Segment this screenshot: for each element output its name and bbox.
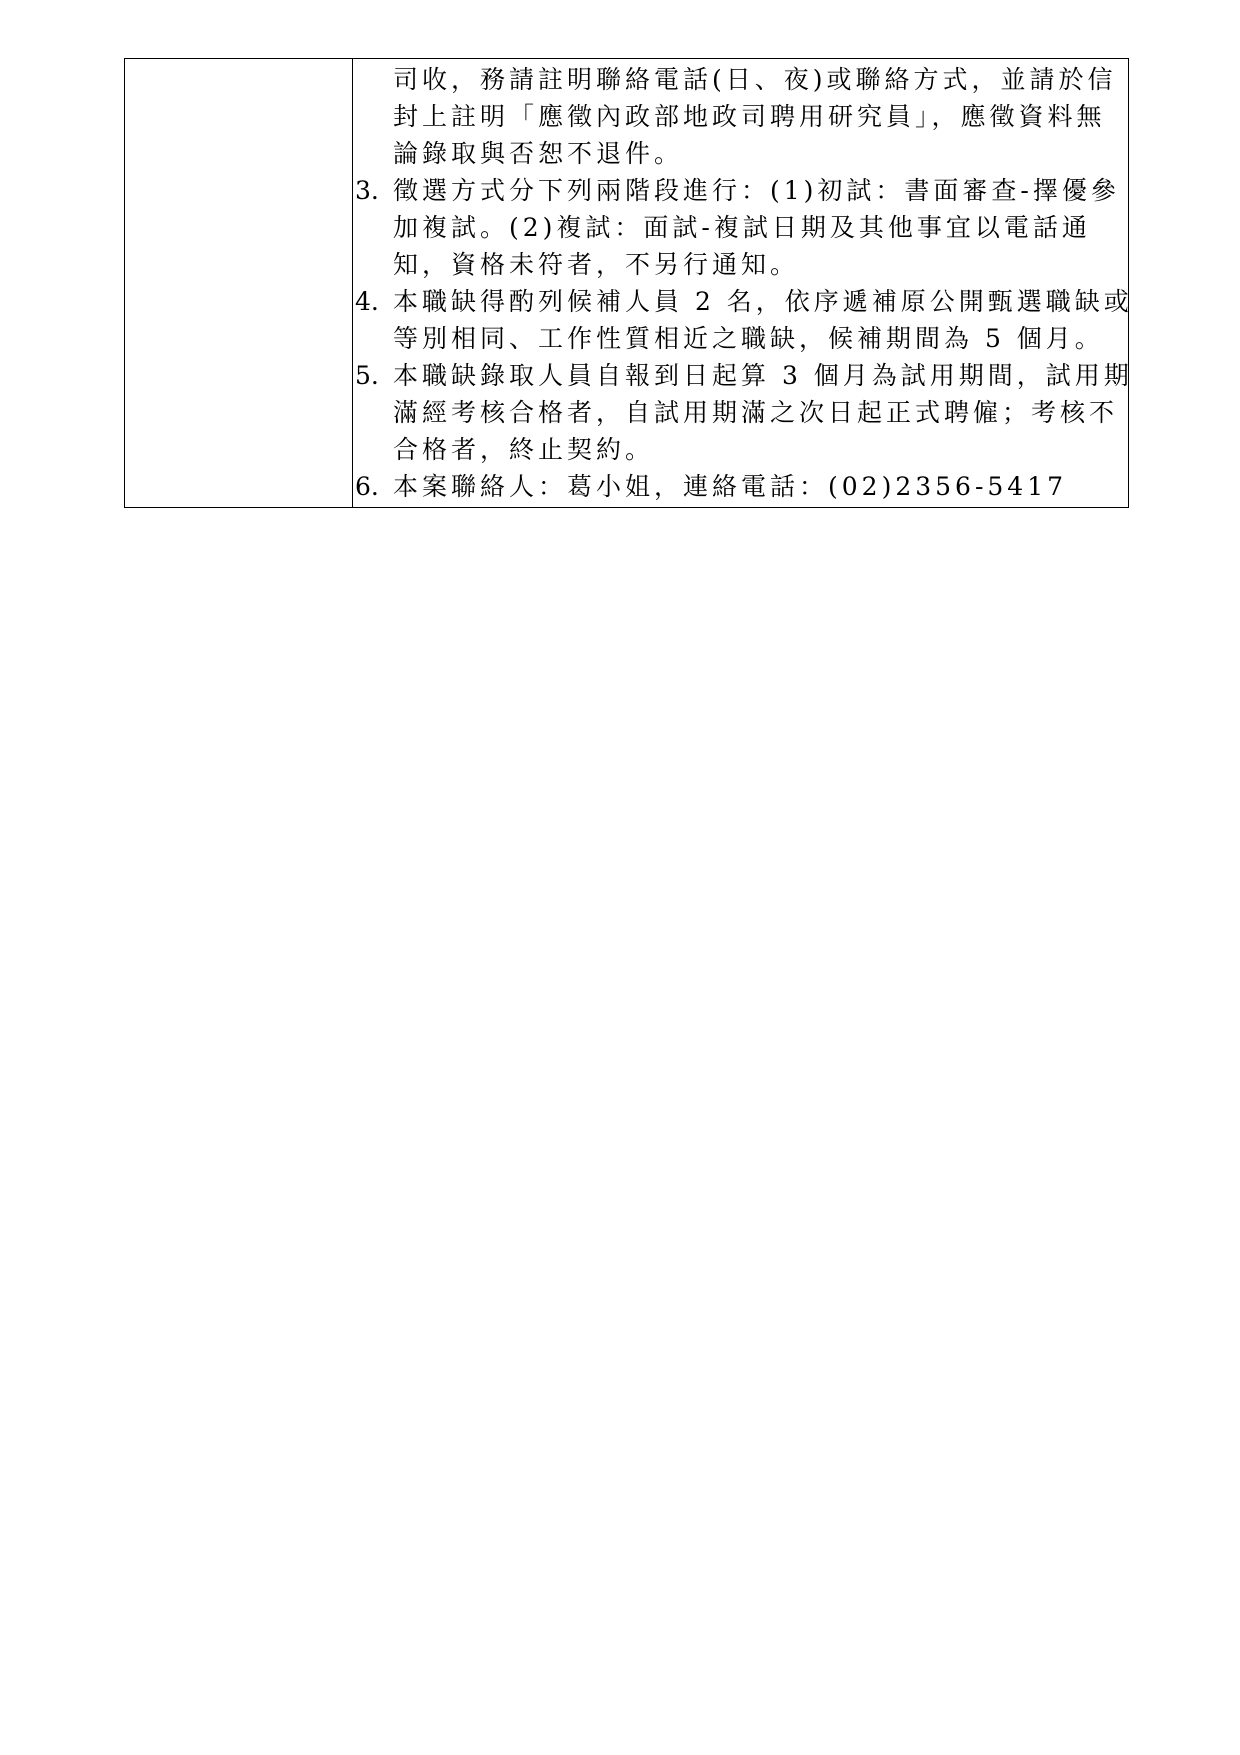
item-line: 滿經考核合格者，自試用期滿之次日起正式聘僱；考核不 xyxy=(393,398,1119,427)
list-item-alternates xyxy=(353,283,1133,357)
item-line: 徵選方式分下列兩階段進行：(1)初試：書面審查-擇優參 xyxy=(393,176,1120,205)
list-item-contact xyxy=(353,468,1128,505)
item-line: 等別相同、工作性質相近之職缺，候補期間為 5 個月。 xyxy=(393,324,1104,353)
item-line: 合格者，終止契約。 xyxy=(393,435,655,464)
notice-list xyxy=(353,59,1133,505)
item-line: 封上註明「應徵內政部地政司聘用研究員」，應徵資料無 xyxy=(393,102,1106,131)
item-line: 本職缺錄取人員自報到日起算 3 個月為試用期間，試用期 xyxy=(393,361,1133,390)
list-item-probation xyxy=(353,357,1133,468)
item-line: 論錄取與否恕不退件。 xyxy=(393,139,684,168)
item-number: 6. xyxy=(355,472,379,501)
item-line: 本職缺得酌列候補人員 2 名，依序遞補原公開甄選職缺或 xyxy=(393,287,1133,316)
item-number: 5. xyxy=(355,361,379,390)
label-cell xyxy=(125,59,353,508)
requirements-table xyxy=(124,58,1133,508)
item-line: 加複試。(2)複試：面試-複試日期及其他事宜以電話通 xyxy=(393,213,1091,242)
table-row xyxy=(125,59,1129,508)
list-item-continued xyxy=(353,61,1128,172)
item-line: 司收，務請註明聯絡電話(日、夜)或聯絡方式，並請於信 xyxy=(393,65,1117,94)
content-cell xyxy=(353,59,1133,508)
list-item-selection-method xyxy=(353,172,1128,283)
item-line: 本案聯絡人：葛小姐，連絡電話：(02)2356-5417 xyxy=(393,472,1068,501)
item-line: 知，資格未符者，不另行通知。 xyxy=(393,250,800,279)
item-number: 4. xyxy=(355,287,379,316)
item-number: 3. xyxy=(355,176,379,205)
